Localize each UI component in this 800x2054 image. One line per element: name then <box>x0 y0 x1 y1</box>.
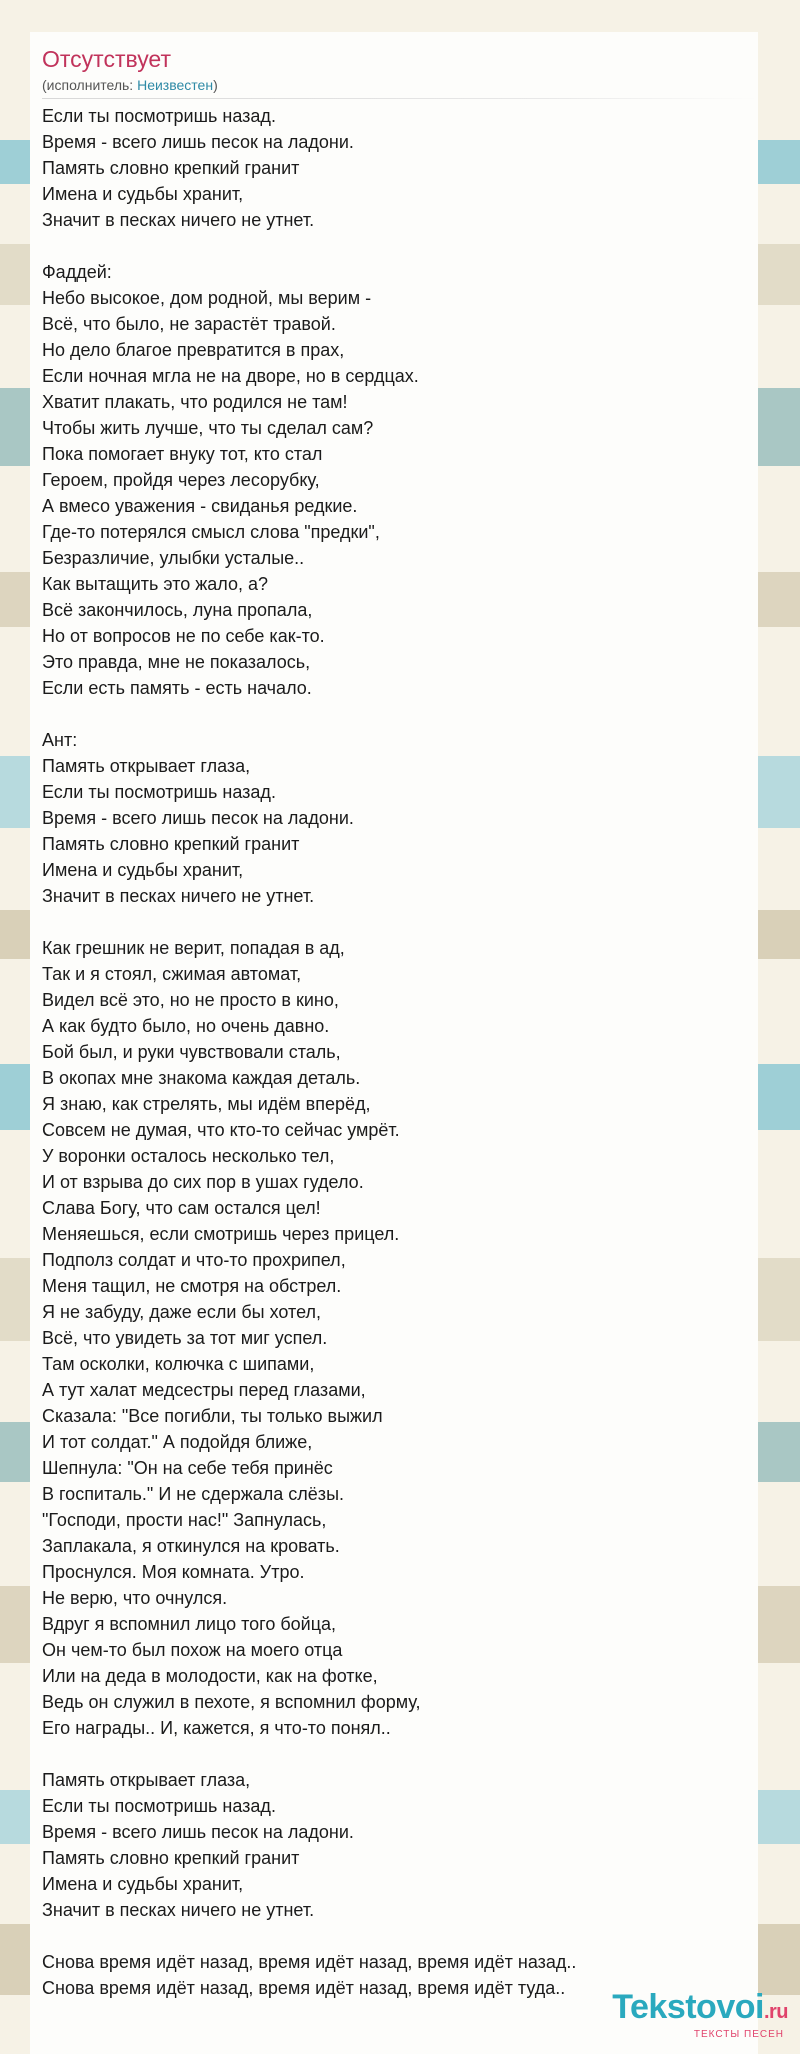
lyric-line: Память открывает глаза, <box>42 756 251 776</box>
lyric-line: Снова время идёт назад, время идёт назад, время идёт туда.. <box>42 1978 566 1998</box>
lyric-line: Память словно крепкий гранит <box>42 158 300 178</box>
lyric-line: Не верю, что очнулся. <box>42 1588 228 1608</box>
performer-link[interactable]: Неизвестен <box>137 77 214 93</box>
lyrics-panel <box>30 32 758 2054</box>
lyric-line: Так и я стоял, сжимая автомат, <box>42 964 302 984</box>
lyric-line: Сказала: "Все погибли, ты только выжил <box>42 1406 383 1426</box>
lyric-line: Если ты посмотришь назад. <box>42 782 276 802</box>
lyrics-text <box>42 103 758 2001</box>
lyric-line: Если есть память - есть начало. <box>42 678 312 698</box>
lyric-line: Фаддей: <box>42 262 112 282</box>
lyric-line: В окопах мне знакома каждая деталь. <box>42 1068 361 1088</box>
lyric-line: И от взрыва до сих пор в ушах гудело. <box>42 1172 364 1192</box>
song-header <box>42 44 758 99</box>
lyric-line: Пока помогает внуку тот, кто стал <box>42 444 323 464</box>
lyric-line: Я знаю, как стрелять, мы идём вперёд, <box>42 1094 371 1114</box>
lyric-line: Чтобы жить лучше, что ты сделал сам? <box>42 418 374 438</box>
lyric-line: Но дело благое превратится в прах, <box>42 340 345 360</box>
lyric-line: "Господи, прости нас!" Запнулась, <box>42 1510 327 1530</box>
lyric-line: Имена и судьбы хранит, <box>42 860 244 880</box>
lyric-line: Всё закончилось, луна пропала, <box>42 600 313 620</box>
lyric-line: Память словно крепкий гранит <box>42 1848 300 1868</box>
lyric-line: Бой был, и руки чувствовали сталь, <box>42 1042 341 1062</box>
lyric-line: Он чем-то был похож на моего отца <box>42 1640 343 1660</box>
lyric-line: Время - всего лишь песок на ладони. <box>42 132 354 152</box>
lyric-line: Слава Богу, что сам остался цел! <box>42 1198 321 1218</box>
lyric-line: Значит в песках ничего не утнет. <box>42 886 315 906</box>
lyric-blank-line <box>42 233 758 259</box>
lyric-blank-line <box>42 1923 758 1949</box>
lyric-line: Я не забуду, даже если бы хотел, <box>42 1302 321 1322</box>
lyric-line: Значит в песках ничего не утнет. <box>42 210 315 230</box>
lyric-line: Если ты посмотришь назад. <box>42 106 276 126</box>
lyric-line: Или на деда в молодости, как на фотке, <box>42 1666 378 1686</box>
lyric-line: Время - всего лишь песок на ладони. <box>42 1822 354 1842</box>
performer-prefix: (исполнитель: <box>42 77 138 93</box>
lyric-blank-line <box>42 701 758 727</box>
lyric-line: Как грешник не верит, попадая в ад, <box>42 938 345 958</box>
lyric-line: Меня тащил, не смотря на обстрел. <box>42 1276 342 1296</box>
logo-wordmark[interactable] <box>612 1990 788 2029</box>
header-divider <box>42 98 758 99</box>
lyric-line: Время - всего лишь песок на ладони. <box>42 808 354 828</box>
lyric-line: Где-то потерялся смысл слова "предки", <box>42 522 380 542</box>
lyric-line: Безразличие, улыбки усталые.. <box>42 548 305 568</box>
lyric-line: Там осколки, колючка с шипами, <box>42 1354 315 1374</box>
lyric-line: Подполз солдат и что-то прохрипел, <box>42 1250 346 1270</box>
lyric-line: А вмесо уважения - свиданья редкие. <box>42 496 358 516</box>
lyric-line: Проснулся. Моя комната. Утро. <box>42 1562 305 1582</box>
lyric-line: Если ночная мгла не на дворе, но в сердцах. <box>42 366 419 386</box>
lyric-line: Как вытащить это жало, а? <box>42 574 269 594</box>
lyric-line: Память открывает глаза, <box>42 1770 251 1790</box>
lyric-line: Заплакала, я откинулся на кровать. <box>42 1536 340 1556</box>
lyric-line: Снова время идёт назад, время идёт назад, время идёт назад.. <box>42 1952 577 1972</box>
lyric-line: А тут халат медсестры перед глазами, <box>42 1380 366 1400</box>
logo-tld: .ru <box>763 2001 788 2023</box>
lyric-line: Совсем не думая, что кто-то сейчас умрёт. <box>42 1120 400 1140</box>
lyric-line: В госпиталь." И не сдержала слёзы. <box>42 1484 345 1504</box>
lyric-line: Имена и судьбы хранит, <box>42 184 244 204</box>
lyric-blank-line <box>42 909 758 935</box>
lyric-blank-line <box>42 1741 758 1767</box>
performer-line <box>42 76 758 94</box>
lyric-line: Героем, пройдя через лесорубку, <box>42 470 320 490</box>
lyric-line: Ант: <box>42 730 78 750</box>
logo-tagline: ТЕКСТЫ ПЕСЕН <box>693 2029 784 2040</box>
lyric-line: У воронки осталось несколько тел, <box>42 1146 335 1166</box>
site-logo[interactable] <box>612 1990 788 2040</box>
lyric-line: Хватит плакать, что родился не там! <box>42 392 348 412</box>
lyric-line: Имена и судьбы хранит, <box>42 1874 244 1894</box>
lyric-line: И тот солдат." А подойдя ближе, <box>42 1432 313 1452</box>
performer-suffix: ) <box>213 77 218 93</box>
lyric-line: Шепнула: "Он на себе тебя принёс <box>42 1458 333 1478</box>
lyric-line: Память словно крепкий гранит <box>42 834 300 854</box>
lyric-line: Вдруг я вспомнил лицо того бойца, <box>42 1614 337 1634</box>
lyric-line: Его награды.. И, кажется, я что-то понял.. <box>42 1718 391 1738</box>
lyric-line: Небо высокое, дом родной, мы верим - <box>42 288 372 308</box>
lyric-line: Но от вопросов не по себе как-то. <box>42 626 325 646</box>
song-title: Отсутствует <box>42 46 171 72</box>
lyric-line: Значит в песках ничего не утнет. <box>42 1900 315 1920</box>
lyric-line: Всё, что было, не зарастёт травой. <box>42 314 336 334</box>
lyric-line: Ведь он служил в пехоте, я вспомнил форму, <box>42 1692 421 1712</box>
lyric-line: Всё, что увидеть за тот миг успел. <box>42 1328 328 1348</box>
logo-name: Tekstovoi <box>612 1988 764 2026</box>
lyric-line: А как будто было, но очень давно. <box>42 1016 330 1036</box>
lyric-line: Меняешься, если смотришь через прицел. <box>42 1224 400 1244</box>
lyric-line: Это правда, мне не показалось, <box>42 652 311 672</box>
lyric-line: Если ты посмотришь назад. <box>42 1796 276 1816</box>
lyric-line: Видел всё это, но не просто в кино, <box>42 990 339 1010</box>
